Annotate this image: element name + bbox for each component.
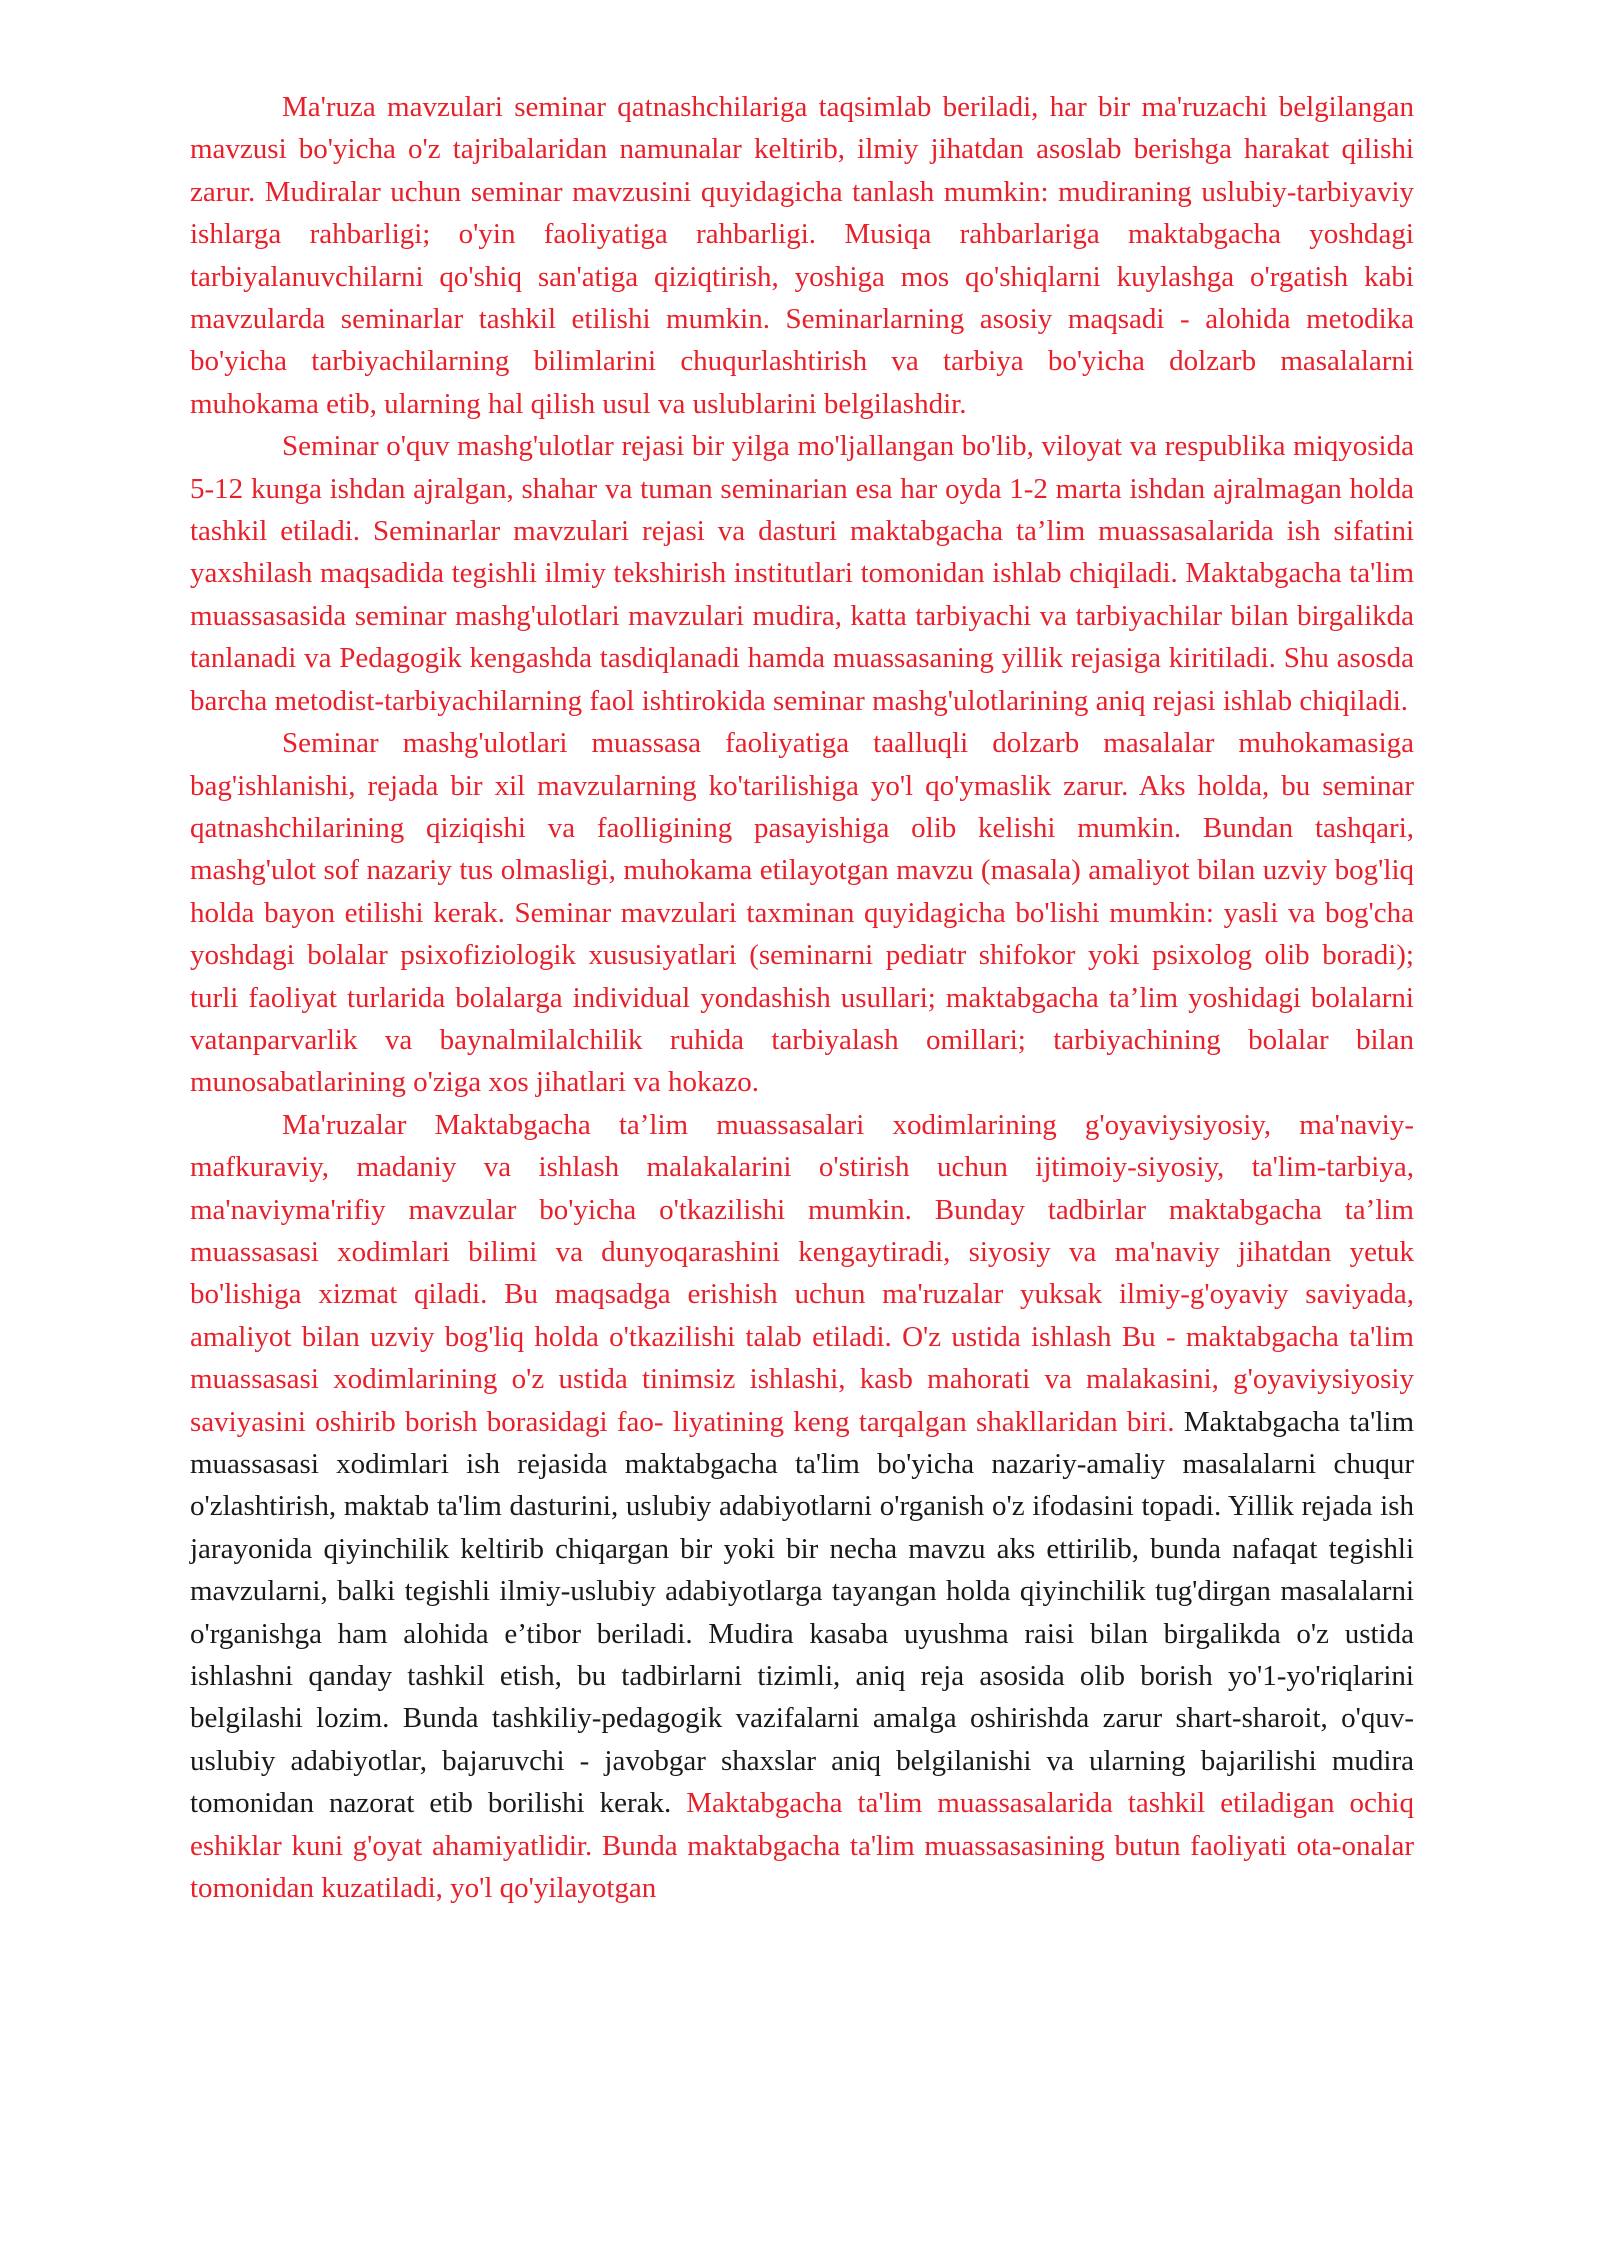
paragraph-text-highlighted: Ma'ruzalar Maktabgacha ta’lim muassasalari xodimlarining g'oyaviysiyosiy, ma'naviy-mafkuraviy, madaniy va ishlash malakalarini o'stirish uchun ijtimoiy-siyosiy, ta'lim-tarbiya, ma'naviyma'rifiy mavzular bo'yicha o'tkazilishi mumkin. Bunday tadbirlar maktabgacha ta’lim muassasasi xodimlari bilimi va dunyoqarashini kengaytiradi, siyosiy va ma'naviy jihatdan yetuk bo'lishiga xizmat qiladi. Bu maqsadga erishish uchun ma'ruzalar yuksak ilmiy-g'oyaviy saviyada, amaliyot bilan uzviy bog'liq holda o'tkazilishi talab etiladi. O'z ustida ishlash Bu - maktabgacha ta'lim muassasasi xodimlarining o'z ustida tinimsiz ishlashi, kasb mahorati va malakasini, g'oyaviysiyosiy saviyasini oshirib borish borasidagi fao- liyatining keng tarqalgan shakllaridan biri. — [190, 1108, 1414, 1438]
paragraph-text-highlighted: Maktabgacha ta'lim muassasalarida tashkil etiladigan ochiq eshiklar kuni g'oyat ahamiyatlidir. Bunda maktabgacha ta'lim muassasasining butun faoliyati ota-onalar tomonidan kuzatiladi, yo'l qo'yilayotgan — [190, 1787, 1414, 1905]
paragraph-text: Seminar mashg'ulotlari muassasa faoliyatiga taalluqli dolzarb masalalar muhokamasiga bag'ishlanishi, rejada bir xil mavzularning ko'tarilishiga yo'l qo'ymaslik zarur. Aks holda, bu seminar qatnashchilarining qiziqishi va faolligining pasayishiga olib kelishi mumkin. Bundan tashqari, mashg'ulot sof nazariy tus olmasligi, muhokama etilayotgan mavzu (masala) amaliyot bilan uzviy bog'liq holda bayon etilishi kerak. Seminar mavzulari taxminan quyidagicha bo'lishi mumkin: yasli va bog'cha yoshdagi bolalar psixofiziologik xususiyatlari (seminarni pediatr shifokor yoki psixolog olib boradi); turli faoliyat turlarida bolalarga individual yondashish usullari; maktabgacha ta’lim yoshidagi bolalarni vatanparvarlik va baynalmilalchilik ruhida tarbiyalash omillari; tarbiyachining bolalar bilan munosabatlarining o'ziga xos jihatlari va hokazo. — [190, 727, 1414, 1099]
document-page — [190, 86, 1414, 1909]
paragraph-text: Ma'ruza mavzulari seminar qatnashchilariga taqsimlab beriladi, har bir ma'ruzachi belgilangan mavzusi bo'yicha o'z tajribalaridan namunalar keltirib, ilmiy jihatdan asoslab berishga harakat qilishi zarur. Mudiralar uchun seminar mavzusini quyidagicha tanlash mumkin: mudiraning uslubiy-tarbiyaviy ishlarga rahbarligi; o'yin faoliyatiga rahbarligi. Musiqa rahbarlariga maktabgacha yoshdagi tarbiyalanuvchilarni qo'shiq san'atiga qiziqtirish, yoshiga mos qo'shiqlarni kuylashga o'rgatish kabi mavzularda seminarlar tashkil etilishi mumkin. Seminarlarning asosiy maqsadi - alohida metodika bo'yicha tarbiyachilarning bilimlarini chuqurlashtirish va tarbiya bo'yicha dolzarb masalalarni muhokama etib, ularning hal qilish usul va uslublarini belgilashdir. — [190, 91, 1414, 420]
paragraph-seminar-topics — [190, 86, 1414, 425]
paragraph-text-plain: Maktabgacha ta'lim muassasasi xodimlari ish rejasida maktabgacha ta'lim bo'yicha nazariy-amaliy masalalarni chuqur o'zlashtirish, maktab ta'lim dasturini, uslubiy adabiyotlarni o'rganish o'z ifodasini topadi. Yillik rejada ish jarayonida qiyinchilik keltirib chiqargan bir yoki bir necha mavzu aks ettirilib, bunda nafaqat tegishli mavzularni, balki tegishli ilmiy-uslubiy adabiyotlarga tayangan holda qiyinchilik tug'dirgan masalalarni o'rganishga ham alohida e’tibor beriladi. Mudira kasaba uyushma raisi bilan birgalikda o'z ustida ishlashni qanday tashkil etish, bu tadbirlarni tizimli, aniq reja asosida olib borish yo'1-yo'riqlarini belgilashi lozim. Bunda tashkiliy-pedagogik vazifalarni amalga oshirishda zarur shart-sharoit, o'quv-uslubiy adabiyotlar, bajaruvchi - javobgar shaxslar aniq belgilanishi va ularning bajarilishi mudira tomonidan nazorat etib borilishi kerak. — [190, 1405, 1414, 1820]
paragraph-seminar-plan — [190, 425, 1414, 722]
paragraph-seminar-sessions — [190, 722, 1414, 1104]
paragraph-lectures — [190, 1104, 1414, 1910]
paragraph-text: Seminar o'quv mashg'ulotlar rejasi bir yilga mo'ljallangan bo'lib, viloyat va respublika miqyosida 5-12 kunga ishdan ajralgan, shahar va tuman seminarian esa har oyda 1-2 marta ishdan ajralmagan holda tashkil etiladi. Seminarlar mavzulari rejasi va dasturi maktabgacha ta’lim muassasalarida ish sifatini yaxshilash maqsadida tegishli ilmiy tekshirish institutlari tomonidan ishlab chiqiladi. Maktabgacha ta'lim muassasasida seminar mashg'ulotlari mavzulari mudira, katta tarbiyachi va tarbiyachilar bilan birgalikda tanlanadi va Pedagogik kengashda tasdiqlanadi hamda muassasaning yillik rejasiga kiritiladi. Shu asosda barcha metodist-tarbiyachilarning faol ishtirokida seminar mashg'ulotlarining aniq rejasi ishlab chiqiladi. — [190, 430, 1414, 717]
